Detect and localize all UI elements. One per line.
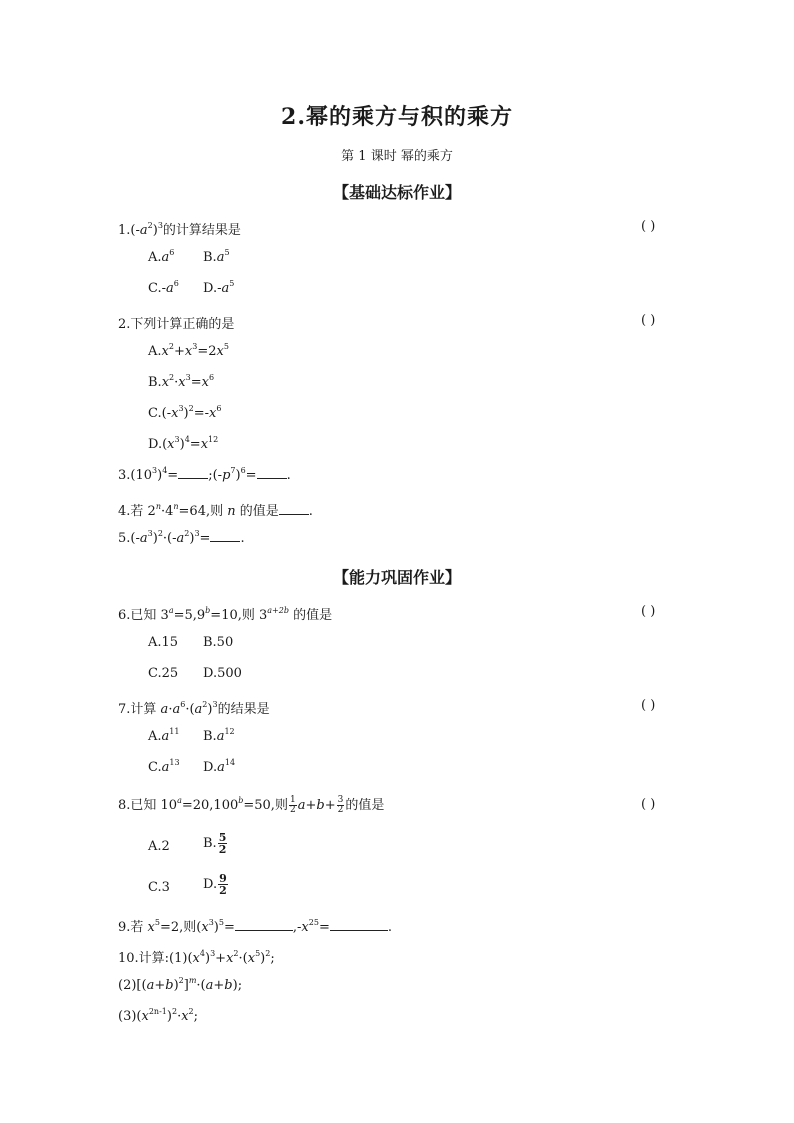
question-5: $5.(-a^3)^2\cdot(-a^2)^3=$ . [118, 529, 245, 546]
fraction-nine-halves: $\frac{9}{2}$ [219, 872, 227, 897]
q7-option-a[interactable]: $A.a^{11}$ [148, 727, 180, 744]
q1-option-a[interactable]: $A.a^6$ [148, 248, 175, 265]
question-6: 6.已知 $3^a=5,9^b=10$,则 $3^{a+2b}$ 的值是 [118, 606, 333, 623]
answer-paren-7: ( ) [641, 698, 656, 713]
question-10-part-2: $(2)[(a+b)^2]^m\cdot(a+b)$; [118, 976, 243, 993]
answer-blank[interactable] [279, 504, 309, 515]
q6-option-a[interactable]: A.15 [148, 635, 179, 650]
q2-option-c[interactable]: $C.(-x^3)^2=-x^6$ [148, 404, 222, 421]
answer-blank[interactable] [178, 468, 208, 479]
answer-paren-8: ( ) [641, 797, 656, 812]
question-1: $1.(-a^2)^3$的计算结果是 [118, 221, 241, 238]
q8-option-b[interactable]: B. $\frac{5}{2}$ [203, 831, 227, 856]
q7-option-d[interactable]: $D.a^{14}$ [203, 758, 236, 775]
question-2: 2.下列计算正确的是 [118, 317, 235, 332]
question-9: 9.若 $x^5=2$,则$(x^3)^5= ,-x^{25}=$ . [118, 918, 392, 935]
fraction-one-half: $\frac{1}{2}$ [289, 795, 296, 815]
section-heading-basic: 【基础达标作业】 [332, 183, 461, 202]
q2-option-d[interactable]: $D.(x^3)^4=x^{12}$ [148, 435, 219, 452]
q2-option-b[interactable]: $B.x^2\cdot x^3=x^6$ [148, 373, 215, 390]
q6-option-d[interactable]: D.500 [203, 666, 242, 681]
q6-option-b[interactable]: B.50 [203, 635, 234, 650]
q1-option-c[interactable]: $C.-a^6$ [148, 279, 179, 296]
answer-paren-2: ( ) [641, 313, 656, 328]
q2-option-a[interactable]: $A.x^2+x^3=2x^5$ [148, 342, 229, 359]
q7-option-b[interactable]: $B.a^{12}$ [203, 727, 235, 744]
section-heading-ability: 【能力巩固作业】 [332, 568, 461, 587]
question-7: 7.计算 $a\cdot a^6\cdot(a^2)^3$的结果是 [118, 700, 270, 717]
q7-option-c[interactable]: $C.a^{13}$ [148, 758, 180, 775]
q8-option-a[interactable]: A.2 [148, 839, 170, 854]
page-title: 2.幂的乘方与积的乘方 [281, 104, 513, 130]
answer-blank[interactable] [235, 920, 293, 931]
fraction-five-halves: $\frac{5}{2}$ [218, 831, 227, 856]
q6-option-c[interactable]: C.25 [148, 666, 179, 681]
question-10-part-3: $(3)(x^{2n-1})^2\cdot x^2$; [118, 1007, 199, 1024]
q1-option-d[interactable]: $D.-a^5$ [203, 279, 235, 296]
answer-paren-6: ( ) [641, 604, 656, 619]
question-10-part-1: 10.计算$:(1)(x^4)^3+x^2\cdot(x^5)^2$; [118, 949, 275, 966]
question-3: $3.(10^3)^4=$ $;(-p^7)^6=$ . [118, 466, 291, 483]
question-8: 8.已知 $10^a=20,100^b=50$,则 $\frac{1}{2}$ a+b+ $\frac{3}{2}$ 的值是 [118, 795, 385, 815]
answer-blank[interactable] [257, 468, 287, 479]
fraction-three-halves: $\frac{3}{2}$ [337, 795, 344, 815]
answer-blank[interactable] [330, 920, 388, 931]
q1-option-b[interactable]: $B.a^5$ [203, 248, 230, 265]
answer-paren-1: ( ) [641, 219, 656, 234]
question-4: 4.若 $2^n\cdot 4^n=64$,则 n 的值是 . [118, 502, 313, 519]
q8-option-c[interactable]: C.3 [148, 880, 170, 895]
answer-blank[interactable] [210, 531, 240, 542]
q8-option-d[interactable]: D. $\frac{9}{2}$ [203, 872, 227, 897]
lesson-subtitle: 第 1 课时 幂的乘方 [341, 149, 453, 164]
